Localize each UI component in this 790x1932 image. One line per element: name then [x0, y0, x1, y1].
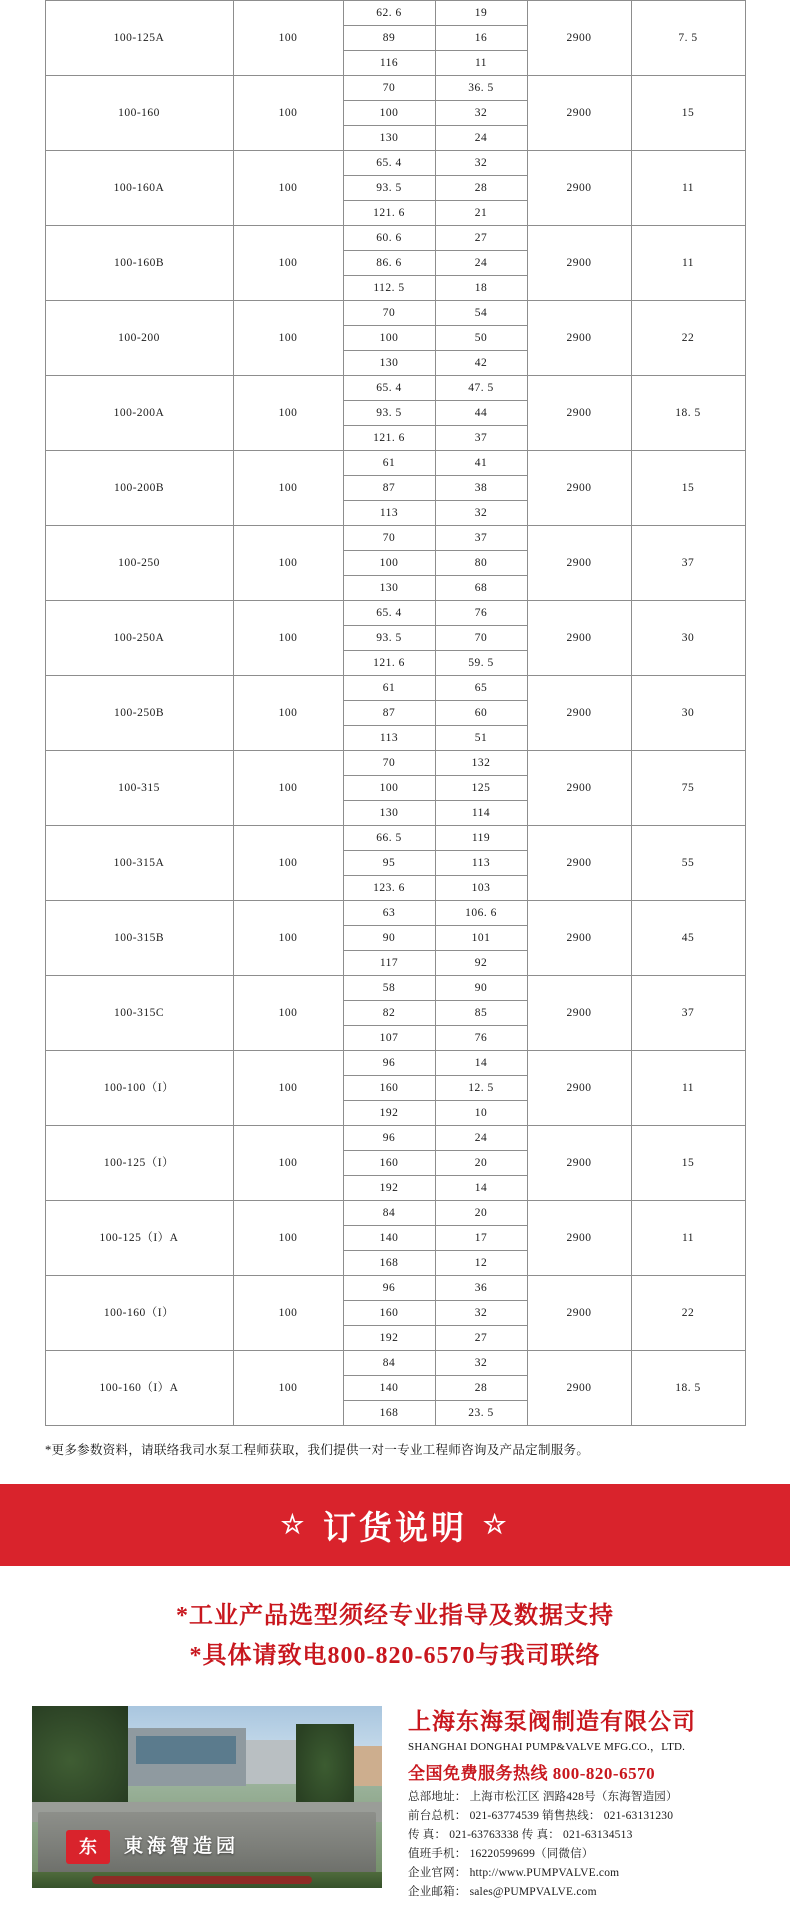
cell-head: 140 [343, 1226, 435, 1251]
cell-efficiency: 16 [435, 26, 527, 51]
cell-head: 160 [343, 1151, 435, 1176]
cell-model: 100-315A [45, 826, 233, 901]
table-row [45, 751, 745, 776]
cell-head: 100 [343, 776, 435, 801]
cell-flow: 100 [233, 1201, 343, 1276]
cell-model: 100-125（I）A [45, 1201, 233, 1276]
cell-power: 18. 5 [631, 376, 745, 451]
cell-efficiency: 70 [435, 626, 527, 651]
cell-model: 100-160A [45, 151, 233, 226]
cell-speed: 2900 [527, 1, 631, 76]
contact-line: 传 真： 021-63763338 传 真： 021-63134513 [408, 1829, 633, 1841]
cell-efficiency: 18 [435, 276, 527, 301]
cell-model: 100-315B [45, 901, 233, 976]
cell-speed: 2900 [527, 901, 631, 976]
cell-head: 112. 5 [343, 276, 435, 301]
cell-efficiency: 41 [435, 451, 527, 476]
cell-efficiency: 54 [435, 301, 527, 326]
cell-model: 100-160（I） [45, 1276, 233, 1351]
cell-head: 84 [343, 1351, 435, 1376]
cell-power: 22 [631, 301, 745, 376]
cell-efficiency: 103 [435, 876, 527, 901]
cell-head: 130 [343, 351, 435, 376]
table-row [45, 676, 745, 701]
cell-model: 100-250B [45, 676, 233, 751]
photo-company-logo: 东 [66, 1830, 110, 1864]
order-note-2: *具体请致电800-820-6570与我司联络 [189, 1643, 601, 1669]
cell-speed: 2900 [527, 976, 631, 1051]
cell-efficiency: 20 [435, 1151, 527, 1176]
cell-speed: 2900 [527, 451, 631, 526]
cell-head: 63 [343, 901, 435, 926]
cell-efficiency: 51 [435, 726, 527, 751]
cell-head: 86. 6 [343, 251, 435, 276]
photo-wall-text: 東海智造园 [124, 1836, 240, 1857]
cell-head: 192 [343, 1176, 435, 1201]
cell-efficiency: 24 [435, 126, 527, 151]
cell-flow: 100 [233, 526, 343, 601]
cell-efficiency: 36 [435, 1276, 527, 1301]
star-right-icon: ☆ [483, 1510, 510, 1539]
cell-head: 117 [343, 951, 435, 976]
cell-head: 168 [343, 1401, 435, 1426]
cell-head: 89 [343, 26, 435, 51]
cell-head: 70 [343, 301, 435, 326]
cell-speed: 2900 [527, 301, 631, 376]
cell-head: 70 [343, 526, 435, 551]
cell-head: 96 [343, 1276, 435, 1301]
cell-speed: 2900 [527, 751, 631, 826]
cell-efficiency: 50 [435, 326, 527, 351]
cell-head: 93. 5 [343, 626, 435, 651]
cell-power: 15 [631, 76, 745, 151]
cell-efficiency: 44 [435, 401, 527, 426]
cell-model: 100-160（I）A [45, 1351, 233, 1426]
table-row [45, 601, 745, 626]
cell-head: 65. 4 [343, 151, 435, 176]
cell-efficiency: 19 [435, 1, 527, 26]
table-row [45, 76, 745, 101]
cell-head: 107 [343, 1026, 435, 1051]
cell-speed: 2900 [527, 1051, 631, 1126]
cell-head: 100 [343, 551, 435, 576]
photo-tree-left [32, 1706, 128, 1816]
table-row [45, 1351, 745, 1376]
cell-efficiency: 47. 5 [435, 376, 527, 401]
cell-model: 100-315 [45, 751, 233, 826]
cell-head: 113 [343, 726, 435, 751]
cell-efficiency: 76 [435, 1026, 527, 1051]
cell-power: 37 [631, 526, 745, 601]
cell-efficiency: 68 [435, 576, 527, 601]
company-hotline: 全国免费服务热线 800-820-6570 [408, 1764, 656, 1783]
table-row [45, 451, 745, 476]
cell-model: 100-200 [45, 301, 233, 376]
cell-efficiency: 32 [435, 151, 527, 176]
cell-efficiency: 38 [435, 476, 527, 501]
cell-head: 62. 6 [343, 1, 435, 26]
cell-head: 140 [343, 1376, 435, 1401]
cell-efficiency: 37 [435, 426, 527, 451]
cell-efficiency: 101 [435, 926, 527, 951]
cell-efficiency: 119 [435, 826, 527, 851]
cell-efficiency: 113 [435, 851, 527, 876]
cell-efficiency: 28 [435, 176, 527, 201]
table-note: *更多参数资料，请联络我司水泵工程师获取，我们提供一对一专业工程师咨询及产品定制服务。 [45, 1443, 590, 1457]
cell-speed: 2900 [527, 1201, 631, 1276]
table-row [45, 1126, 745, 1151]
cell-efficiency: 27 [435, 1326, 527, 1351]
cell-power: 15 [631, 451, 745, 526]
cell-efficiency: 20 [435, 1201, 527, 1226]
cell-head: 58 [343, 976, 435, 1001]
table-row [45, 226, 745, 251]
cell-head: 121. 6 [343, 201, 435, 226]
cell-flow: 100 [233, 751, 343, 826]
contact-line: 值班手机： 16220599699（同微信） [408, 1848, 594, 1860]
photo-flower-bed [92, 1876, 312, 1884]
cell-model: 100-250A [45, 601, 233, 676]
company-name-en: SHANGHAI DONGHAI PUMP&VALVE MFG.CO.，LTD. [408, 1741, 686, 1753]
cell-efficiency: 12 [435, 1251, 527, 1276]
cell-flow: 100 [233, 601, 343, 676]
cell-efficiency: 76 [435, 601, 527, 626]
cell-efficiency: 106. 6 [435, 901, 527, 926]
cell-head: 65. 4 [343, 376, 435, 401]
cell-head: 96 [343, 1051, 435, 1076]
cell-efficiency: 28 [435, 1376, 527, 1401]
cell-head: 130 [343, 801, 435, 826]
cell-speed: 2900 [527, 601, 631, 676]
cell-flow: 100 [233, 1051, 343, 1126]
cell-speed: 2900 [527, 226, 631, 301]
table-row [45, 901, 745, 926]
cell-head: 96 [343, 1126, 435, 1151]
cell-efficiency: 42 [435, 351, 527, 376]
cell-model: 100-100（I） [45, 1051, 233, 1126]
cell-efficiency: 24 [435, 1126, 527, 1151]
cell-efficiency: 14 [435, 1176, 527, 1201]
cell-efficiency: 132 [435, 751, 527, 776]
order-notes [0, 1566, 790, 1702]
cell-head: 70 [343, 751, 435, 776]
cell-model: 100-160 [45, 76, 233, 151]
table-row [45, 1276, 745, 1301]
cell-head: 192 [343, 1101, 435, 1126]
cell-head: 87 [343, 476, 435, 501]
cell-power: 22 [631, 1276, 745, 1351]
cell-head: 130 [343, 126, 435, 151]
cell-power: 45 [631, 901, 745, 976]
cell-power: 75 [631, 751, 745, 826]
cell-power: 11 [631, 1051, 745, 1126]
table-row [45, 1, 745, 26]
cell-efficiency: 17 [435, 1226, 527, 1251]
cell-efficiency: 92 [435, 951, 527, 976]
cell-flow: 100 [233, 301, 343, 376]
cell-efficiency: 24 [435, 251, 527, 276]
cell-head: 160 [343, 1301, 435, 1326]
cell-efficiency: 125 [435, 776, 527, 801]
table-row [45, 1051, 745, 1076]
cell-head: 65. 4 [343, 601, 435, 626]
cell-efficiency: 23. 5 [435, 1401, 527, 1426]
cell-head: 93. 5 [343, 176, 435, 201]
cell-efficiency: 27 [435, 226, 527, 251]
cell-speed: 2900 [527, 376, 631, 451]
contact-line: 企业邮箱： sales@PUMPVALVE.com [408, 1886, 597, 1898]
cell-speed: 2900 [527, 151, 631, 226]
cell-head: 123. 6 [343, 876, 435, 901]
cell-efficiency: 114 [435, 801, 527, 826]
cell-head: 192 [343, 1326, 435, 1351]
cell-head: 113 [343, 501, 435, 526]
table-row [45, 976, 745, 1001]
cell-speed: 2900 [527, 1351, 631, 1426]
cell-speed: 2900 [527, 1276, 631, 1351]
cell-flow: 100 [233, 976, 343, 1051]
cell-speed: 2900 [527, 676, 631, 751]
cell-head: 66. 5 [343, 826, 435, 851]
cell-flow: 100 [233, 1276, 343, 1351]
cell-head: 130 [343, 576, 435, 601]
cell-speed: 2900 [527, 1126, 631, 1201]
cell-efficiency: 32 [435, 1301, 527, 1326]
order-note-1: *工业产品选型须经专业指导及数据支持 [176, 1603, 614, 1629]
cell-head: 100 [343, 101, 435, 126]
cell-power: 15 [631, 1126, 745, 1201]
cell-model: 100-250 [45, 526, 233, 601]
cell-efficiency: 90 [435, 976, 527, 1001]
banner-title: 订货说明 [323, 1510, 467, 1547]
cell-efficiency: 14 [435, 1051, 527, 1076]
cell-head: 70 [343, 76, 435, 101]
cell-model: 100-200B [45, 451, 233, 526]
company-contact-list [408, 1788, 790, 1902]
cell-model: 100-160B [45, 226, 233, 301]
order-instructions-banner [0, 1484, 790, 1566]
cell-power: 30 [631, 676, 745, 751]
cell-efficiency: 32 [435, 501, 527, 526]
company-name-cn: 上海东海泵阀制造有限公司 [408, 1709, 696, 1734]
cell-efficiency: 10 [435, 1101, 527, 1126]
cell-efficiency: 59. 5 [435, 651, 527, 676]
cell-head: 95 [343, 851, 435, 876]
cell-flow: 100 [233, 901, 343, 976]
cell-head: 100 [343, 326, 435, 351]
table-row [45, 301, 745, 326]
cell-flow: 100 [233, 1351, 343, 1426]
cell-efficiency: 36. 5 [435, 76, 527, 101]
cell-efficiency: 85 [435, 1001, 527, 1026]
cell-head: 121. 6 [343, 651, 435, 676]
cell-flow: 100 [233, 1, 343, 76]
cell-power: 30 [631, 601, 745, 676]
cell-speed: 2900 [527, 526, 631, 601]
cell-head: 116 [343, 51, 435, 76]
cell-flow: 100 [233, 226, 343, 301]
cell-efficiency: 12. 5 [435, 1076, 527, 1101]
cell-head: 168 [343, 1251, 435, 1276]
contact-line: 总部地址： 上海市松江区 泗路428号（东海智造园） [408, 1791, 678, 1803]
cell-head: 160 [343, 1076, 435, 1101]
cell-efficiency: 65 [435, 676, 527, 701]
company-info [408, 1706, 790, 1902]
cell-efficiency: 32 [435, 101, 527, 126]
photo-building-1-glass [136, 1736, 236, 1764]
pump-spec-table [45, 0, 746, 1426]
cell-head: 84 [343, 1201, 435, 1226]
cell-model: 100-125（I） [45, 1126, 233, 1201]
table-row [45, 151, 745, 176]
cell-model: 100-315C [45, 976, 233, 1051]
cell-head: 121. 6 [343, 426, 435, 451]
star-left-icon: ☆ [280, 1510, 307, 1539]
table-row [45, 526, 745, 551]
cell-flow: 100 [233, 151, 343, 226]
cell-head: 61 [343, 451, 435, 476]
factory-photo [32, 1706, 382, 1888]
cell-efficiency: 60 [435, 701, 527, 726]
cell-head: 82 [343, 1001, 435, 1026]
cell-efficiency: 32 [435, 1351, 527, 1376]
cell-efficiency: 11 [435, 51, 527, 76]
table-row [45, 1201, 745, 1226]
cell-speed: 2900 [527, 76, 631, 151]
cell-power: 7. 5 [631, 1, 745, 76]
cell-efficiency: 80 [435, 551, 527, 576]
cell-power: 18. 5 [631, 1351, 745, 1426]
footer [0, 1702, 790, 1932]
cell-flow: 100 [233, 76, 343, 151]
cell-efficiency: 21 [435, 201, 527, 226]
cell-flow: 100 [233, 826, 343, 901]
cell-flow: 100 [233, 1126, 343, 1201]
cell-head: 93. 5 [343, 401, 435, 426]
cell-power: 11 [631, 151, 745, 226]
cell-head: 60. 6 [343, 226, 435, 251]
cell-flow: 100 [233, 676, 343, 751]
cell-model: 100-125A [45, 1, 233, 76]
cell-head: 87 [343, 701, 435, 726]
cell-speed: 2900 [527, 826, 631, 901]
contact-line: 前台总机： 021-63774539 销售热线： 021-63131230 [408, 1810, 674, 1822]
cell-model: 100-200A [45, 376, 233, 451]
cell-efficiency: 37 [435, 526, 527, 551]
cell-power: 37 [631, 976, 745, 1051]
cell-flow: 100 [233, 376, 343, 451]
cell-head: 61 [343, 676, 435, 701]
table-row [45, 376, 745, 401]
cell-head: 90 [343, 926, 435, 951]
cell-power: 11 [631, 226, 745, 301]
table-row [45, 826, 745, 851]
cell-power: 11 [631, 1201, 745, 1276]
cell-flow: 100 [233, 451, 343, 526]
cell-power: 55 [631, 826, 745, 901]
contact-line: 企业官网： http://www.PUMPVALVE.com [408, 1867, 620, 1879]
